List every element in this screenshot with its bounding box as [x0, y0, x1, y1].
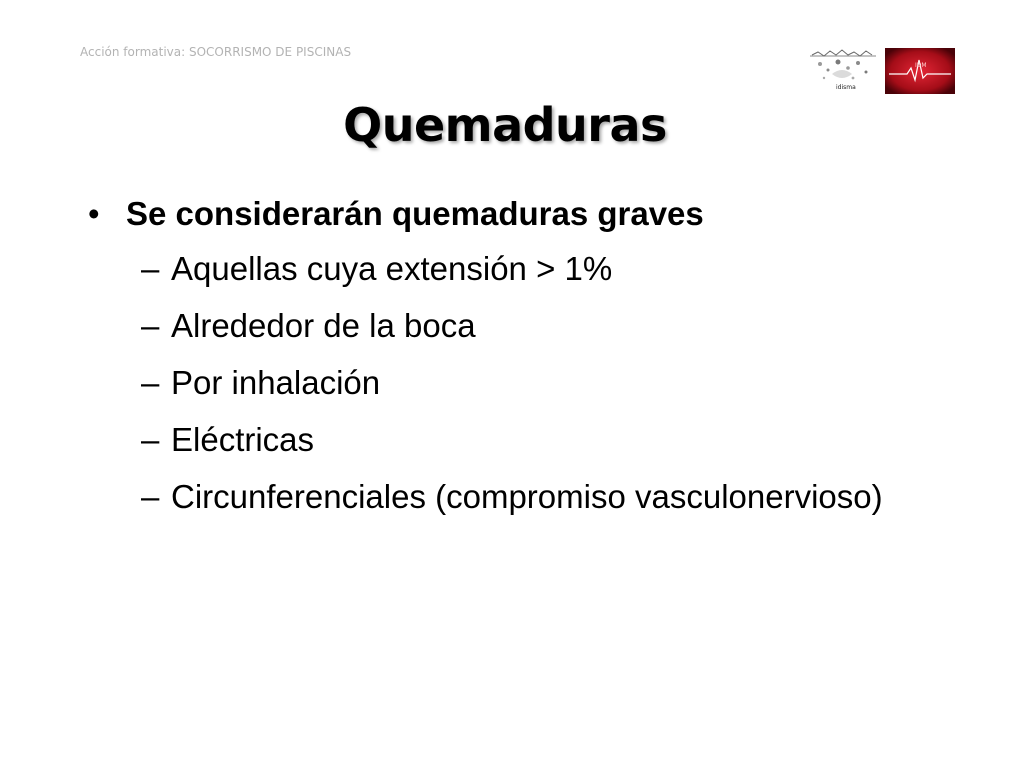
sub-bullet-item	[82, 360, 962, 406]
slide-title: Quemaduras	[343, 98, 667, 152]
bullet-text: Se considerarán quemaduras graves	[126, 195, 704, 232]
dash-icon: –	[141, 421, 160, 458]
sub-bullet-item	[82, 417, 962, 463]
logo-group	[808, 48, 958, 96]
idisma-logo	[808, 48, 878, 94]
heartbeat-icon	[885, 48, 955, 94]
dash-icon: –	[141, 250, 160, 287]
sub-bullet-text: Circunferenciales (compromiso vasculonervioso)	[171, 478, 883, 515]
dash-icon: –	[141, 307, 160, 344]
sub-bullet-item	[82, 474, 962, 520]
dash-icon: –	[141, 364, 160, 401]
bullet-icon: •	[88, 195, 100, 232]
sub-bullet-text: Por inhalación	[171, 364, 381, 401]
bullet-item	[82, 190, 962, 238]
sub-bullet-item	[82, 303, 962, 349]
idisma-logo-text: idisma	[836, 84, 856, 91]
dash-icon: –	[141, 478, 160, 515]
slide-content	[82, 190, 962, 531]
sub-bullet-item	[82, 246, 962, 292]
sub-bullet-text: Aquellas cuya extensión > 1%	[171, 250, 613, 287]
sub-bullet-list	[82, 246, 962, 520]
sub-bullet-text: Eléctricas	[171, 421, 315, 458]
idm-logo	[885, 48, 955, 94]
idm-logo-text: IDM	[915, 62, 927, 69]
header-caption: Acción formativa: SOCORRISMO DE PISCINAS	[80, 45, 352, 59]
sub-bullet-text: Alrededor de la boca	[171, 307, 476, 344]
